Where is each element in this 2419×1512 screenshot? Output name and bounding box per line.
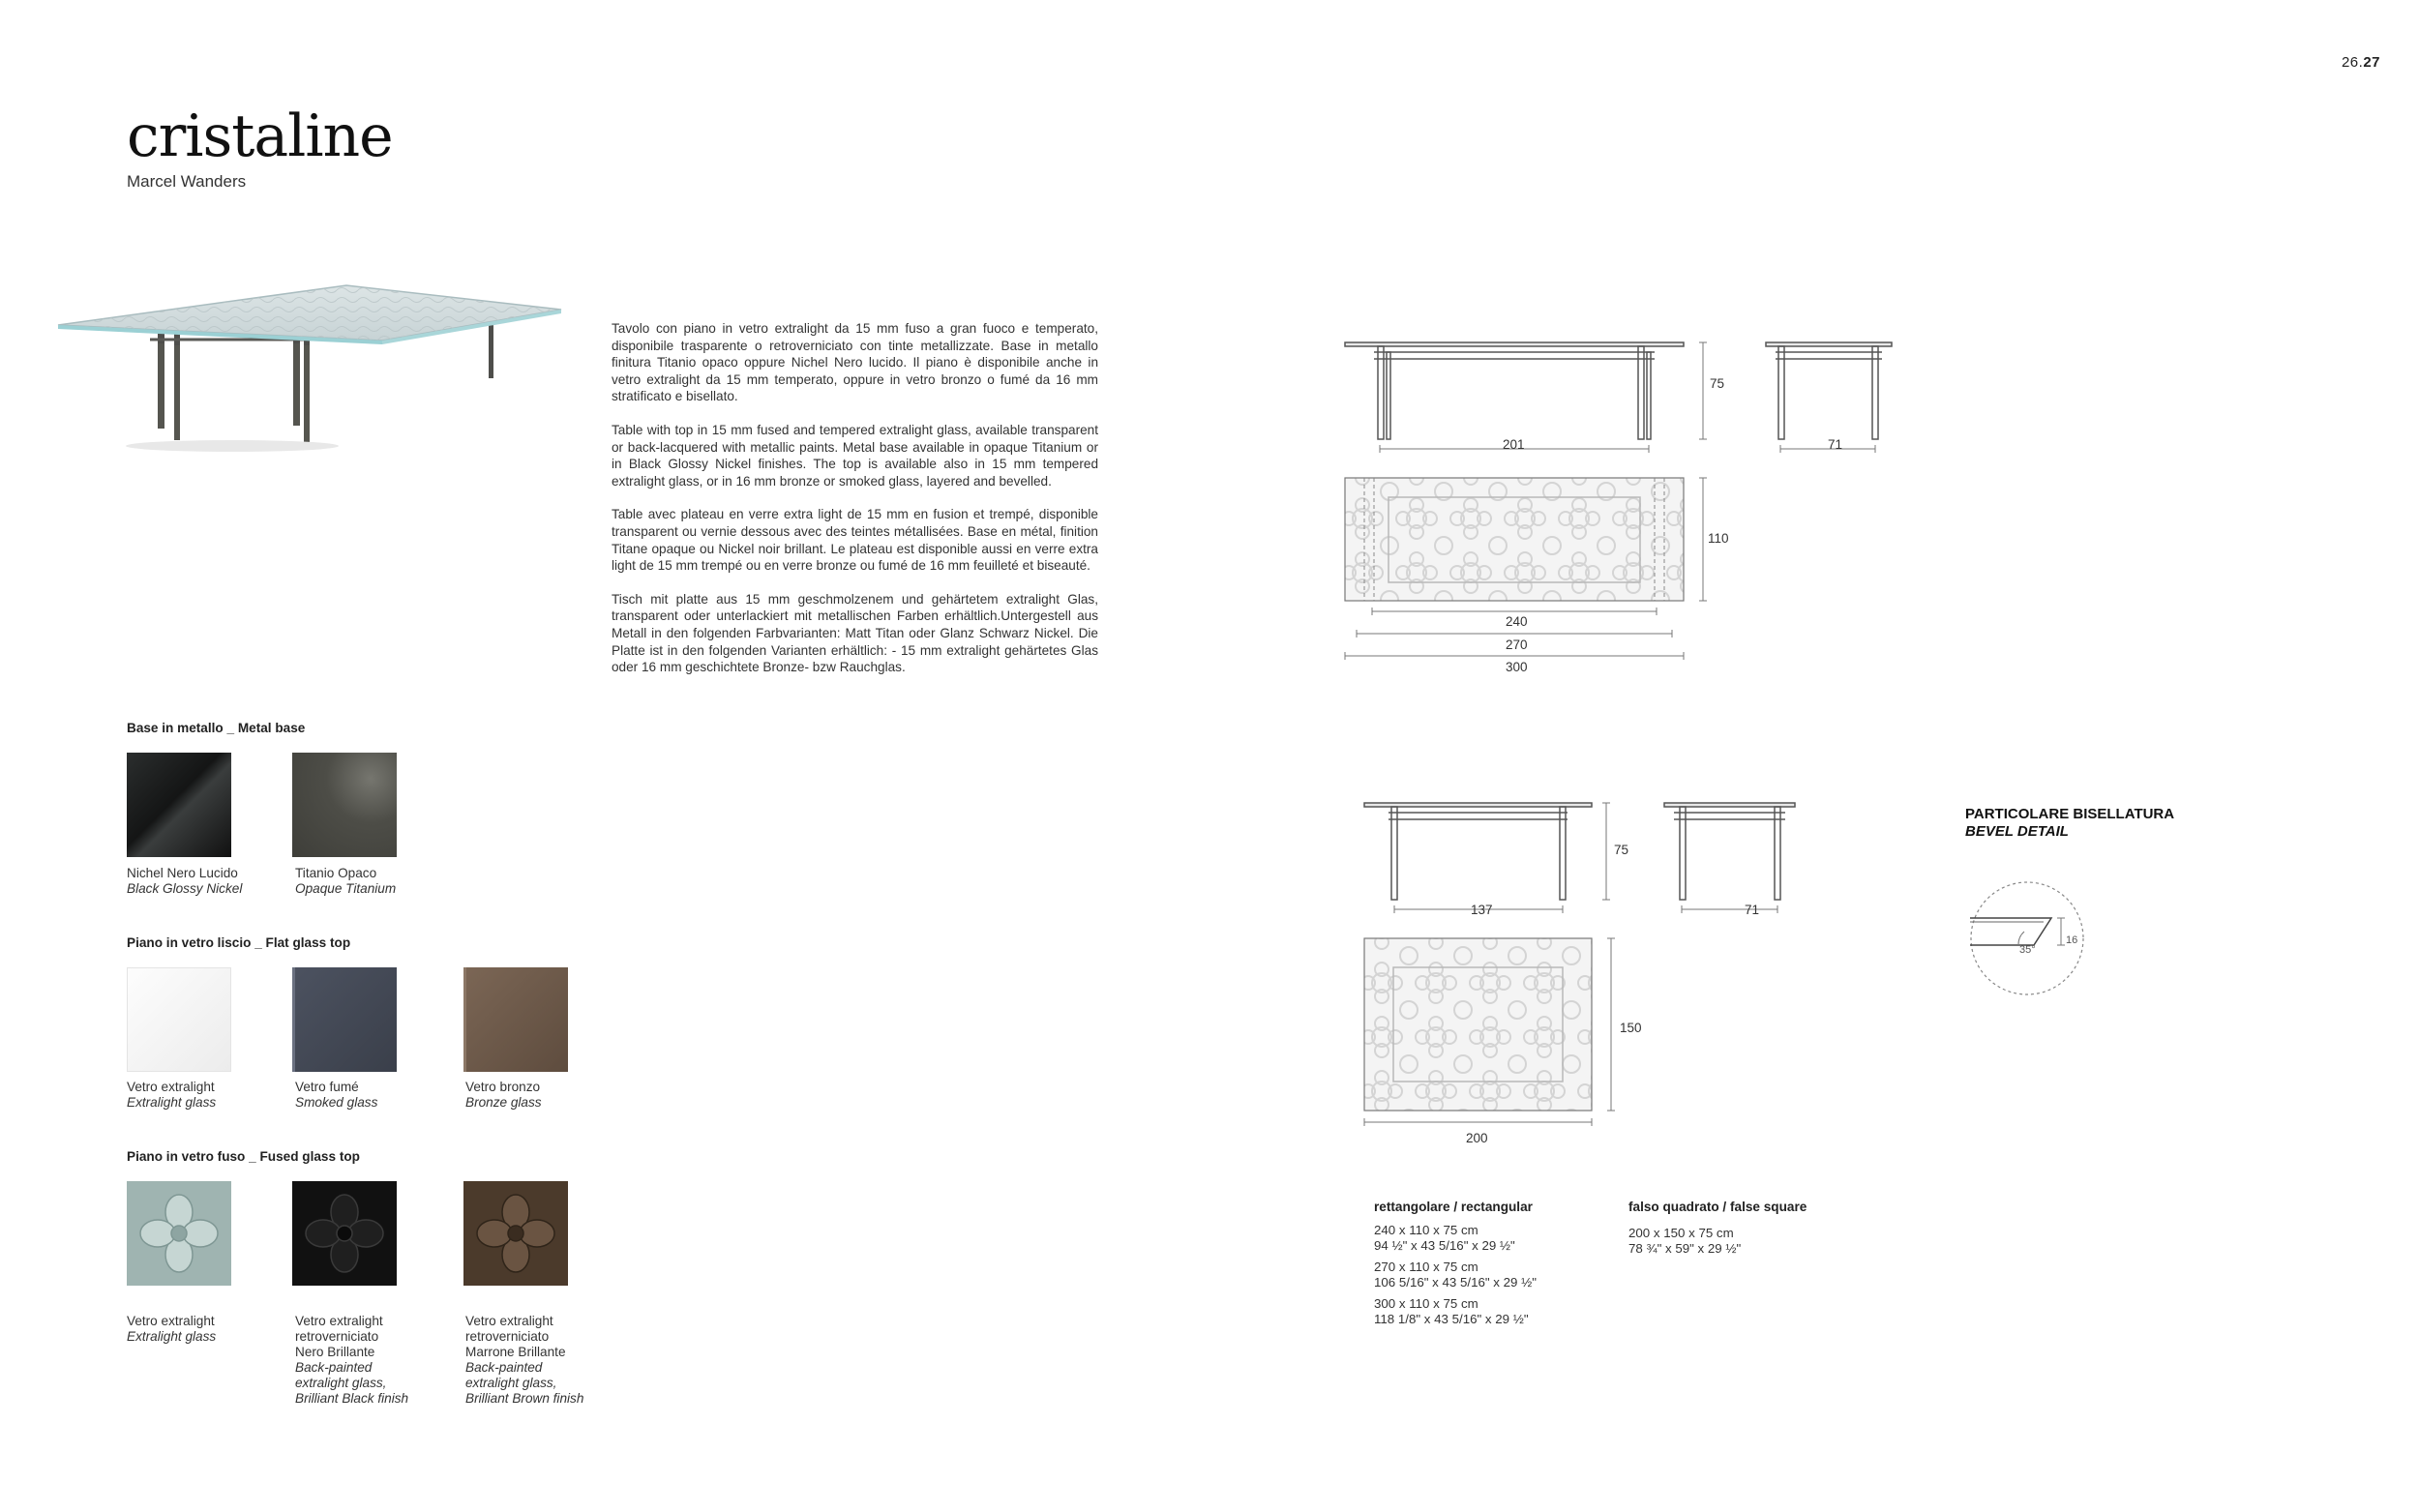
label-fused-brown-it-1: Vetro extralight bbox=[465, 1314, 553, 1328]
label-fused-brown-en-3: Brilliant Brown finish bbox=[465, 1391, 584, 1406]
swatch-extralight-glass[interactable] bbox=[127, 967, 231, 1072]
product-designer: Marcel Wanders bbox=[127, 172, 247, 191]
rect-plan-length-240: 240 bbox=[1506, 614, 1528, 629]
label-black-glossy-nickel-it: Nichel Nero Lucido bbox=[127, 866, 238, 880]
label-fused-brown-it-3: Marrone Brillante bbox=[465, 1345, 566, 1359]
bevel-thickness-label: 16 bbox=[2066, 934, 2078, 946]
page-number-current: 27 bbox=[2363, 54, 2380, 71]
page-number-prefix: 26. bbox=[2341, 54, 2364, 71]
label-fused-brown-en-2: extralight glass, bbox=[465, 1376, 557, 1390]
description-french: Table avec plateau en verre extra light de 15 mm en fusion et trempé, disponible transparent ou vernie dessous avec des teintes métallisées. Base en métal, finition Titane opaque ou Nickel noir brillant. Le plateau est disponible aussi en verre extra light de 15 mm trempé ou en verre bronze ou fumé de 16 mm feuilleté et biseauté. bbox=[612, 507, 1098, 574]
bevel-detail-subheading: BEVEL DETAIL bbox=[1965, 823, 2069, 840]
rect-side-elevation bbox=[1766, 342, 1892, 439]
product-description bbox=[612, 320, 1098, 693]
spec-300-cm: 300 x 110 x 75 cm bbox=[1374, 1296, 1478, 1311]
label-fused-black-en-1: Back-painted bbox=[295, 1360, 373, 1375]
swatch-fused-brilliant-black[interactable] bbox=[292, 1181, 397, 1286]
label-opaque-titanium bbox=[295, 866, 396, 897]
label-bronze-glass bbox=[465, 1080, 542, 1111]
spec-270-inch: 106 5/16" x 43 5/16" x 29 ½" bbox=[1374, 1275, 1537, 1290]
swatch-bronze-glass[interactable] bbox=[463, 967, 568, 1072]
label-fused-extralight-glass bbox=[127, 1314, 216, 1345]
label-smoked-glass bbox=[295, 1080, 377, 1111]
product-title: cristaline bbox=[127, 103, 393, 170]
spec-200-inch: 78 ¾" x 59" x 29 ½" bbox=[1628, 1241, 1742, 1256]
label-fused-brilliant-black bbox=[295, 1314, 408, 1407]
label-fused-black-it-2: retroverniciato bbox=[295, 1329, 379, 1344]
spec-270 bbox=[1374, 1260, 1537, 1290]
rectangular-specs-heading: rettangolare / rectangular bbox=[1374, 1200, 1533, 1214]
label-extralight-glass-en: Extralight glass bbox=[127, 1095, 217, 1110]
label-opaque-titanium-en: Opaque Titanium bbox=[295, 881, 397, 896]
spec-300 bbox=[1374, 1296, 1537, 1327]
label-fused-brown-en-1: Back-painted bbox=[465, 1360, 543, 1375]
swatch-fused-extralight-glass[interactable] bbox=[127, 1181, 231, 1286]
label-smoked-glass-it: Vetro fumé bbox=[295, 1080, 359, 1094]
description-german: Tisch mit platte aus 15 mm geschmolzenem und gehärtetem extralight Glas, transparent oder unterlackiert mit metallischen Farben erhältlich.Untergestell aus Metall in den folgenden Farbvarianten: Matt Titan oder Glanz Schwarz Nickel. Die Platte ist in den folgenden Varianten erhältlich: - 15 mm extralight gehärtetes Glas oder 16 mm geschichtete Bronze- bzw Rauchglas. bbox=[612, 591, 1098, 675]
rect-plan-length-300: 300 bbox=[1506, 660, 1528, 674]
spec-240-inch: 94 ½" x 43 5/16" x 29 ½" bbox=[1374, 1238, 1515, 1253]
spec-270-cm: 270 x 110 x 75 cm bbox=[1374, 1260, 1478, 1274]
label-opaque-titanium-it: Titanio Opaco bbox=[295, 866, 377, 880]
square-plan-length-dim: 200 bbox=[1466, 1131, 1488, 1145]
label-extralight-glass-it: Vetro extralight bbox=[127, 1080, 215, 1094]
label-fused-brilliant-brown bbox=[465, 1314, 583, 1407]
description-italian: Tavolo con piano in vetro extralight da 15 mm fuso a gran fuoco e temperato, disponibile trasparente o retroverniciato con tinte metallizzate. Base in metallo finitura Titanio opaco oppure Nichel Nero lucido. Il piano è disponibile anche in vetro extralight da 15 mm temperato, oppure in vetro bronzo o fumé da 16 mm stratificato e bisellato. bbox=[612, 321, 1098, 404]
label-fused-extralight-glass-it-1: Vetro extralight bbox=[127, 1314, 215, 1328]
rectangular-table-drawings bbox=[1335, 329, 1935, 697]
false-square-specs-list bbox=[1628, 1226, 1741, 1257]
label-fused-black-it-3: Nero Brillante bbox=[295, 1345, 375, 1359]
rect-height-dim: 75 bbox=[1710, 376, 1725, 391]
swatch-opaque-titanium[interactable] bbox=[292, 753, 397, 857]
label-fused-black-en-3: Brilliant Black finish bbox=[295, 1391, 409, 1406]
rect-front-elevation bbox=[1345, 342, 1684, 439]
square-length-dim: 137 bbox=[1471, 903, 1493, 917]
swatch-fused-brilliant-brown[interactable] bbox=[463, 1181, 568, 1286]
swatch-black-glossy-nickel[interactable] bbox=[127, 753, 231, 857]
square-side-elevation bbox=[1664, 803, 1795, 900]
swatch-smoked-glass[interactable] bbox=[292, 967, 397, 1072]
rect-side-depth-dim: 71 bbox=[1828, 437, 1843, 452]
square-height-dim: 75 bbox=[1614, 843, 1629, 857]
page-number bbox=[2342, 54, 2380, 71]
label-fused-extralight-glass-en-1: Extralight glass bbox=[127, 1329, 217, 1344]
spec-300-inch: 118 1/8" x 43 5/16" x 29 ½" bbox=[1374, 1312, 1529, 1326]
label-bronze-glass-it: Vetro bronzo bbox=[465, 1080, 541, 1094]
description-english: Table with top in 15 mm fused and tempered extralight glass, available transparent or back-lacquered with metallic paints. Metal base available in opaque Titanium or in Black Glossy Nickel finishes. The top is available also in 15 mm tempered extralight glass, or in 16 mm bronze or smoked glass, layered and bevelled. bbox=[612, 422, 1098, 489]
square-side-depth-dim: 71 bbox=[1745, 903, 1760, 917]
label-fused-black-it-1: Vetro extralight bbox=[295, 1314, 383, 1328]
label-black-glossy-nickel-en: Black Glossy Nickel bbox=[127, 881, 243, 896]
label-extralight-glass bbox=[127, 1080, 216, 1111]
label-bronze-glass-en: Bronze glass bbox=[465, 1095, 542, 1110]
rect-length-dim: 201 bbox=[1503, 437, 1525, 452]
flat-glass-heading: Piano in vetro liscio _ Flat glass top bbox=[127, 935, 351, 950]
label-black-glossy-nickel bbox=[127, 866, 242, 897]
rect-plan-view bbox=[1345, 478, 1684, 601]
square-table-drawings bbox=[1355, 793, 1916, 1141]
square-front-elevation bbox=[1364, 803, 1592, 900]
square-plan-view bbox=[1364, 938, 1592, 1111]
square-plan-depth-dim: 150 bbox=[1620, 1021, 1642, 1035]
fused-glass-heading: Piano in vetro fuso _ Fused glass top bbox=[127, 1149, 360, 1164]
bevel-detail-heading: PARTICOLARE BISELLATURA bbox=[1965, 806, 2175, 822]
spec-240-cm: 240 x 110 x 75 cm bbox=[1374, 1223, 1478, 1237]
bevel-angle-label: 35° bbox=[2019, 944, 2036, 956]
label-fused-black-en-2: extralight glass, bbox=[295, 1376, 387, 1390]
spec-200-cm: 200 x 150 x 75 cm bbox=[1628, 1226, 1734, 1240]
false-square-specs-heading: falso quadrato / false square bbox=[1628, 1200, 1807, 1214]
rect-plan-depth-dim: 110 bbox=[1708, 531, 1729, 546]
metal-base-heading: Base in metallo _ Metal base bbox=[127, 721, 306, 735]
label-fused-brown-it-2: retroverniciato bbox=[465, 1329, 550, 1344]
table-product-image bbox=[39, 276, 581, 484]
rectangular-specs-list bbox=[1374, 1223, 1537, 1327]
label-smoked-glass-en: Smoked glass bbox=[295, 1095, 378, 1110]
rect-plan-length-270: 270 bbox=[1506, 637, 1528, 652]
spec-240 bbox=[1374, 1223, 1537, 1254]
